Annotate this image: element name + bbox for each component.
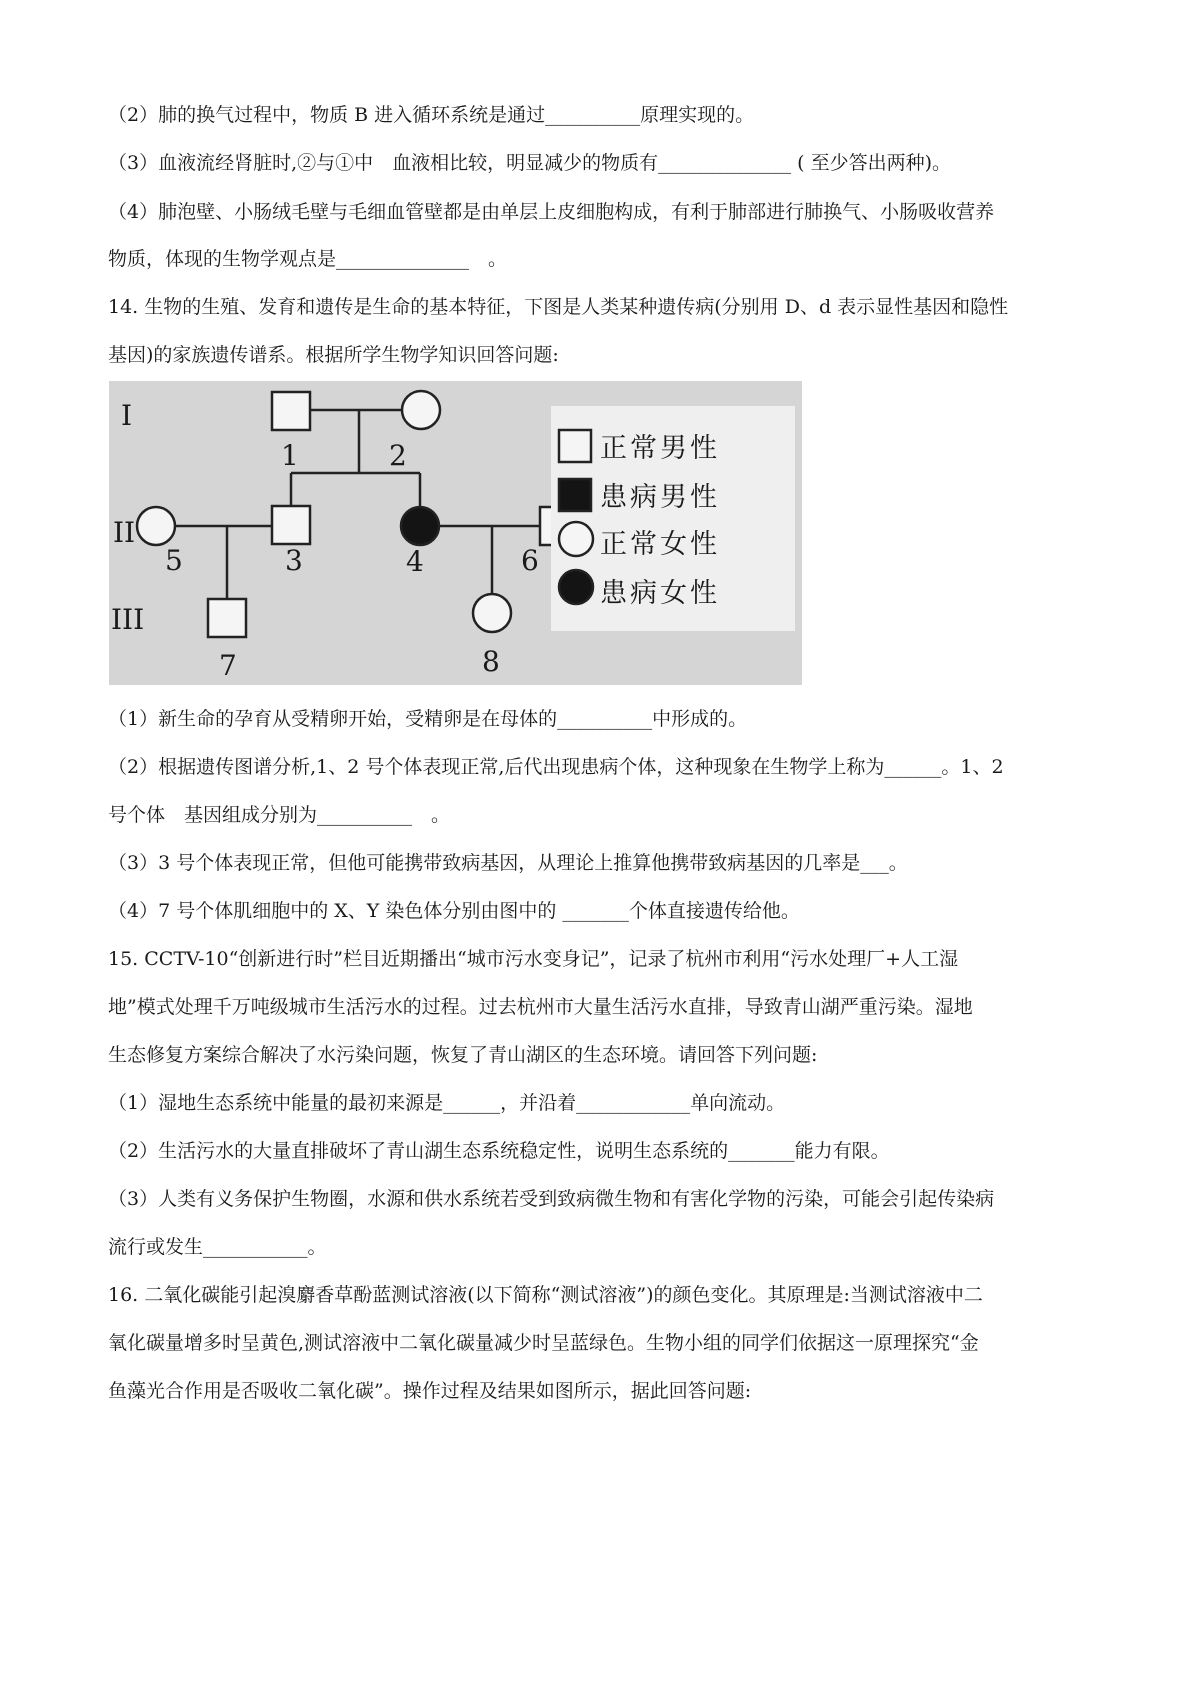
legend-label-normal-male: 正常男性 [600, 433, 720, 464]
pedigree-lines [175, 410, 540, 599]
individual-label-6: 6 [521, 544, 539, 577]
individual-7-normal-male [208, 599, 246, 637]
individual-8-normal-female [473, 594, 511, 632]
generation-label-2: II [113, 516, 136, 549]
q13-part-3: （3）血液流经肾脏时,②与①中 血液相比较，明显减少的物质有______________ ( 至少答出两种)。 [108, 152, 952, 174]
q16-stem-line-2: 氧化碳量增多时呈黄色,测试溶液中二氧化碳量减少时呈蓝绿色。生物小组的同学们依据这一原理探究“金 [108, 1332, 979, 1354]
legend-label-affected-male: 患病男性 [600, 482, 720, 513]
individual-label-7: 7 [219, 649, 237, 682]
q15-part-3-line-2: 流行或发生___________。 [108, 1236, 327, 1258]
q16-stem-line-1: 16. 二氧化碳能引起溴麝香草酚蓝测试溶液(以下简称“测试溶液”)的颜色变化。其原理是:当测试溶液中二 [108, 1284, 983, 1306]
q16-stem-line-3: 鱼藻光合作用是否吸收二氧化碳”。操作过程及结果如图所示，据此回答问题: [108, 1380, 752, 1402]
individual-label-4: 4 [406, 545, 424, 578]
q14-part-3: （3）3 号个体表现正常，但他可能携带致病基因，从理论上推算他携带致病基因的几率是___。 [108, 852, 908, 874]
legend-normal-female-icon [559, 522, 593, 556]
legend-label-normal-female: 正常女性 [600, 529, 720, 560]
pedigree-figure [109, 381, 802, 685]
legend-affected-female-icon [559, 570, 593, 604]
q15-stem-line-2: 地”模式处理千万吨级城市生活污水的过程。过去杭州市大量生活污水直排，导致青山湖严重污染。湿地 [108, 996, 973, 1018]
q15-part-1: （1）湿地生态系统中能量的最初来源是______，并沿着____________单向流动。 [108, 1092, 786, 1114]
q13-part-4-line-2: 物质，体现的生物学观点是______________ 。 [108, 248, 508, 270]
q14-stem-line-1: 14. 生物的生殖、发育和遗传是生命的基本特征，下图是人类某种遗传病(分别用 D、d 表示显性基因和隐性 [108, 296, 1009, 318]
q15-stem-line-3: 生态修复方案综合解决了水污染问题，恢复了青山湖区的生态环境。请回答下列问题: [108, 1044, 818, 1066]
individual-label-8: 8 [482, 645, 500, 678]
q13-part-2: （2）肺的换气过程中，物质 B 进入循环系统是通过__________原理实现的。 [108, 104, 755, 126]
q13-part-4-line-1: （4）肺泡壁、小肠绒毛壁与毛细血管壁都是由单层上皮细胞构成，有利于肺部进行肺换气、小肠吸收营养 [108, 201, 995, 223]
q14-part-2-line-2: 号个体 基因组成分别为__________ 。 [108, 804, 451, 826]
generation-label-1: I [121, 399, 133, 432]
generation-label-3: III [111, 603, 145, 636]
q14-stem-line-2: 基因)的家族遗传谱系。根据所学生物学知识回答问题: [108, 344, 559, 366]
q14-part-1: （1）新生命的孕育从受精卵开始，受精卵是在母体的__________中形成的。 [108, 708, 748, 730]
individual-label-1: 1 [281, 439, 299, 472]
individual-label-3: 3 [285, 544, 303, 577]
q14-part-2-line-1: （2）根据遗传图谱分析,1、2 号个体表现正常,后代出现患病个体，这种现象在生物学上称为______。1、2 [108, 756, 1004, 778]
legend-affected-male-icon [559, 479, 591, 511]
pedigree-chart [109, 381, 802, 685]
q15-part-2: （2）生活污水的大量直排破坏了青山湖生态系统稳定性，说明生态系统的_______能力有限。 [108, 1140, 890, 1162]
legend-label-affected-female: 患病女性 [600, 578, 720, 609]
q14-part-4: （4）7 号个体肌细胞中的 X、Y 染色体分别由图中的 _______个体直接遗传给他。 [108, 900, 800, 922]
q15-stem-line-1: 15. CCTV-10“创新进行时”栏目近期播出“城市污水变身记”，记录了杭州市利用“污水处理厂+人工湿 [108, 948, 959, 970]
legend-normal-male-icon [559, 430, 591, 462]
individual-label-5: 5 [165, 544, 183, 577]
individual-1-normal-male [272, 392, 310, 430]
individual-4-affected-female [401, 507, 439, 545]
individual-2-normal-female [402, 391, 440, 429]
q15-part-3-line-1: （3）人类有义务保护生物圈，水源和供水系统若受到致病微生物和有害化学物的污染，可能会引起传染病 [108, 1188, 995, 1210]
individual-3-normal-male [272, 506, 310, 544]
individual-5-normal-female [137, 507, 175, 545]
individual-label-2: 2 [389, 439, 407, 472]
